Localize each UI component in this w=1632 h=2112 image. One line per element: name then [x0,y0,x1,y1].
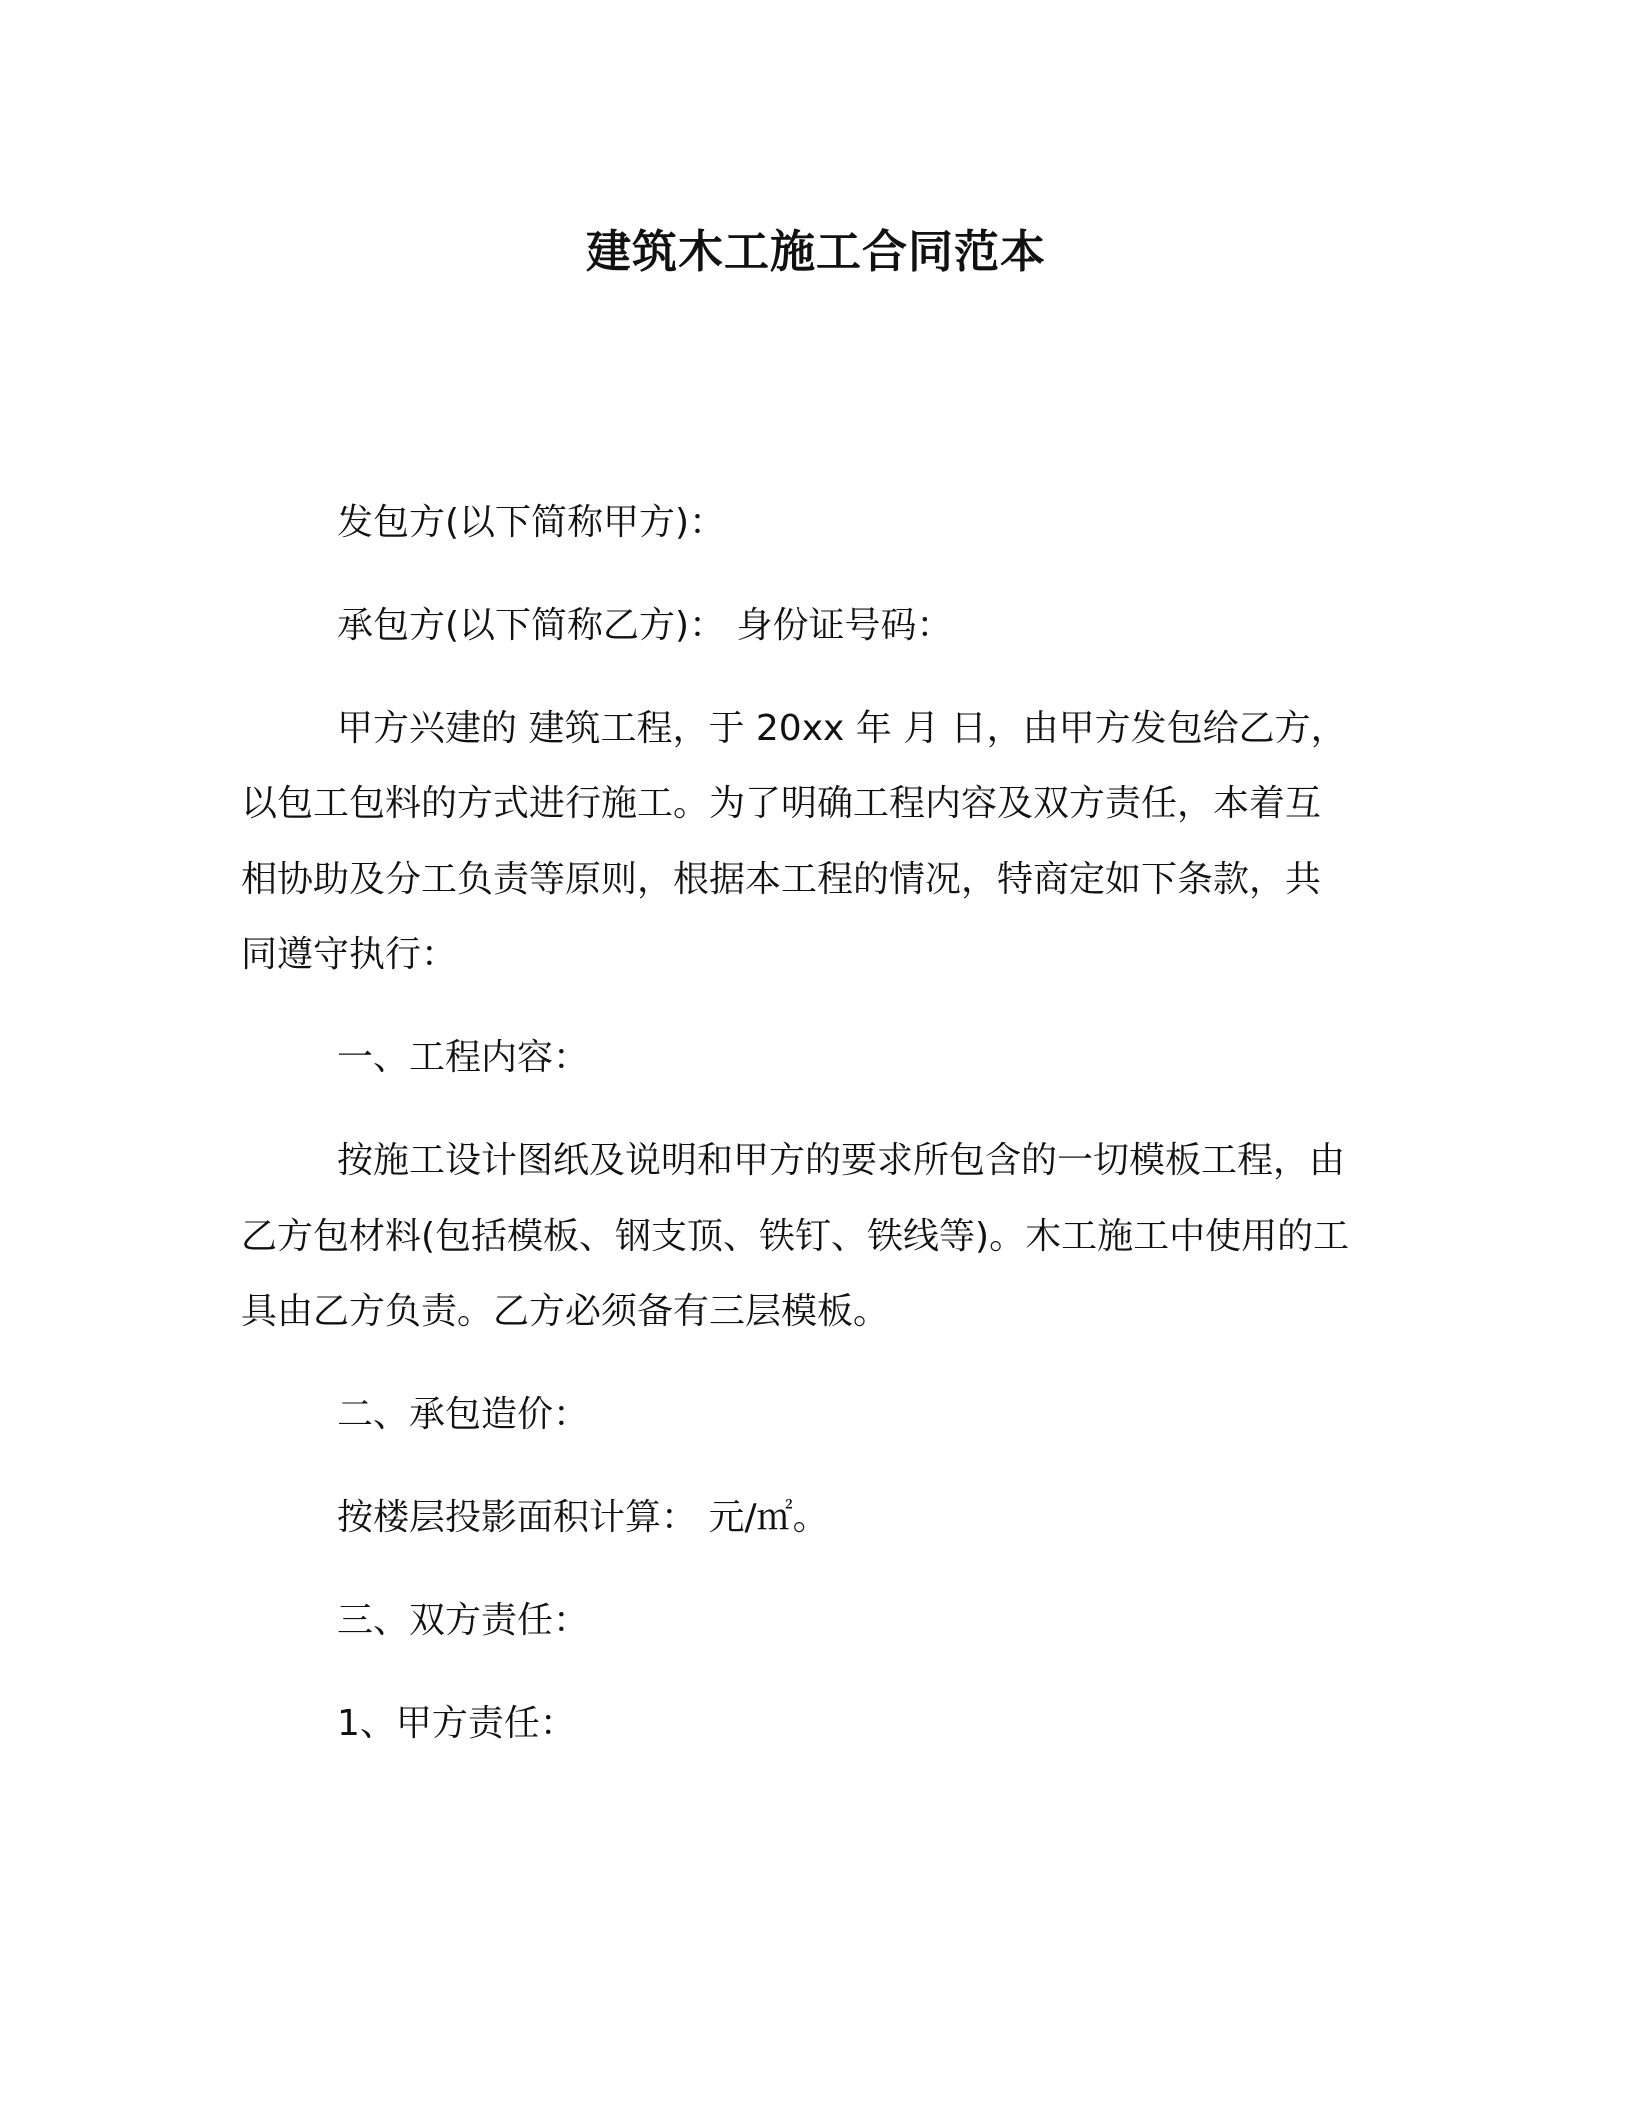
intro-paragraph-line-2: 以包工包料的方式进行施工。为了明确工程内容及双方责任，本着互 [241,783,1322,824]
section-2-heading: 二、承包造价： [337,1394,590,1435]
party-a-line: 发包方(以下简称甲方)： [337,502,726,543]
party-b-line: 承包方(以下简称乙方)： 身份证号码： [337,605,953,646]
section-1-paragraph-line-1: 按施工设计图纸及说明和甲方的要求所包含的一切模板工程，由 [337,1140,1346,1181]
section-3-item-1: 1、甲方责任： [337,1703,576,1744]
section-1-paragraph-line-2: 乙方包材料(包括模板、钢支顶、铁钉、铁线等)。木工施工中使用的工 [241,1216,1350,1257]
intro-paragraph-line-4: 同遵守执行： [241,934,458,975]
section-2-paragraph: 按楼层投影面积计算： 元/㎡。 [337,1497,829,1538]
section-1-paragraph-line-3: 具由乙方负责。乙方必须备有三层模板。 [241,1291,890,1332]
document-title: 建筑木工施工合同范本 [585,225,1046,278]
section-3-heading: 三、双方责任： [337,1600,590,1641]
intro-paragraph-line-1: 甲方兴建的 建筑工程，于 20xx 年 月 日，由甲方发包给乙方， [337,708,1347,749]
intro-paragraph-line-3: 相协助及分工负责等原则，根据本工程的情况，特商定如下条款，共 [241,859,1322,900]
section-1-heading: 一、工程内容： [337,1037,590,1078]
